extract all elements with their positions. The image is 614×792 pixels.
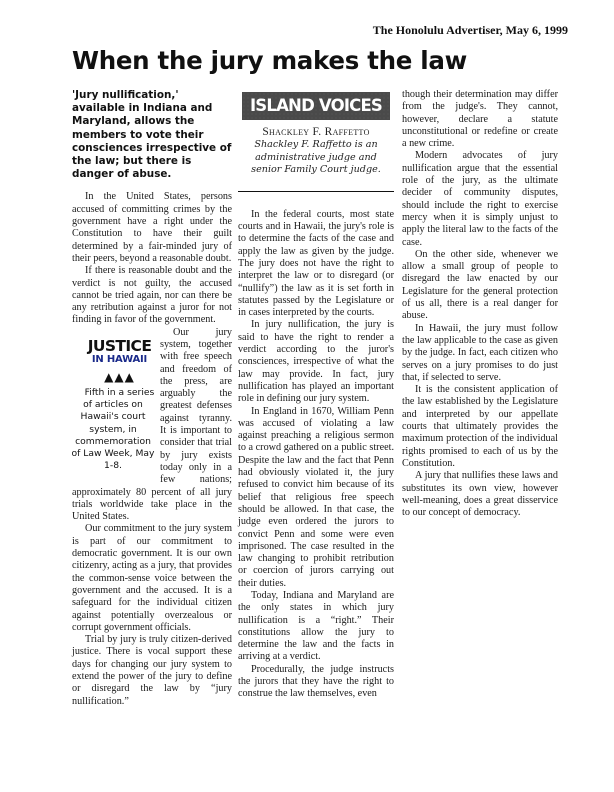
paragraph: If there is reasonable doubt and the verdict is not guilty, the accused cannot be tried again, nor can there be any retribution against a juror for not finding in favor of the government. — [72, 265, 232, 326]
paragraph: Trial by jury is truly citizen-derived justice. There is vocal support these days for changing our jury system to extend the power of the jury to define or disregard the law by “jury nullification.” — [72, 634, 232, 707]
paragraph: In jury nullification, the jury is said to have the right to render a verdict according to the juror's consciences, irrespective of what the law may provide. In fact, jury nullification has played an important role in defining our jury system. — [238, 319, 394, 405]
triangle-ornament-icon: ▲▲▲ — [104, 369, 135, 384]
article-column-2 — [238, 89, 394, 701]
paragraph-text: Our jury system, together with free speech and freedom of the press, are arguably the greatest defenses against tyranny. It is important to consider that trial by jury exists today only in a few nations; approximately 80 percent of all jury trials worldwide take place in the United States. — [72, 326, 232, 523]
paragraph: It is the consistent application of the law established by the Legislature and interpreted by our appellate courts that ultimately provides the maximum protection of the individual rights promised to each of us by the Constitution. — [402, 384, 558, 469]
headline: When the jury makes the law — [72, 46, 467, 75]
paragraph — [72, 327, 232, 524]
paragraph: A jury that nullifies these laws and substitutes its own view, however well-meaning, does a great disservice to our concept of democracy. — [402, 470, 558, 519]
sidebar-description: Fifth in a series of articles on Hawaii's court system, in commemoration of Law Week, May 1-8. — [71, 386, 155, 472]
author-name: Shackley F. Raffetto — [262, 126, 370, 138]
paragraph: Procedurally, the judge instructs the jurors that they have the right to construe the law themselves, even — [238, 663, 394, 700]
paragraph: Modern advocates of jury nullification argue that the essential role of the jury, as the ultimate decider of community disputes, should include the right to exercise mercy when it is simply unjust to apply the literal law to the facts of the case. — [402, 150, 558, 248]
paragraph: Our commitment to the jury system is part of our commitment to democratic government. It is our own citizenry, acting as a jury, that provides the common-sense voice between the government and the accused. It is a safeguard for the individual citizen against potentially overzealous or corrupt government officials. — [72, 523, 232, 633]
deck-subheadline: 'Jury nullification,' available in Indiana and Maryland, allows the members to vote their consciences irrespective of the law; but there is danger of abuse. — [72, 89, 232, 181]
sidebar-subtitle: IN HAWAII — [91, 353, 148, 365]
paragraph-continuation: though their determination may differ from the judge's. They cannot, however, declare a statute unconstitutional or redefine or create a new crime. — [402, 89, 558, 150]
paragraph: In the federal courts, most state courts and in Hawaii, the jury's role is to determine the facts of the case and apply the law as given by the judge. The jury does not have the right to interpret the law or to disregard (or “nullify”) the law as it is set forth in statutes passed by the Legislature or in cases interpreted by the courts. — [238, 208, 394, 319]
paragraph: In the United States, persons accused of committing crimes by the government have a right under the Constitution to have their guilt determined by a fair-minded jury of their peers, beyond a reasonable doubt. — [72, 191, 232, 264]
article-column-1 — [72, 89, 232, 708]
paragraph: Today, Indiana and Maryland are the only states in which jury nullification is a “right.” Their constitutions allow the jury to determine the law and the facts in arriving at a verdict. — [238, 590, 394, 663]
island-voices-banner: ISLAND VOICES — [242, 92, 390, 120]
paragraph: In England in 1670, William Penn was accused of violating a law against preaching a religious sermon to a crowd gathered on a public street. Despite the law and the fact that Penn had obviously violated it, the jury refused to convict him because of its belief that religious free speech should be allowed. In that case, the judge even ordered the jurors to convict Penn and some were even imprisoned. The case resulted in the law changing to prohibit retribution or coercion of jurors carrying out their duties. — [238, 405, 394, 589]
justice-in-hawaii-sidebar — [70, 336, 156, 473]
article-column-3 — [402, 89, 558, 519]
paragraph: In Hawaii, the jury must follow the law applicable to the case as given by the judge. In fact, each citizen who serves on a jury promises to do just that, if selected to serve. — [402, 322, 558, 383]
author-bio: Shackley F. Raffetto is an administrative judge and senior Family Court judge. — [251, 139, 381, 176]
divider-rule — [238, 191, 394, 192]
publication-source-line: The Honolulu Advertiser, May 6, 1999 — [372, 23, 568, 37]
paragraph: On the other side, whenever we allow a small group of people to disregard the law enacted by our Legislature for the general protection of us all, there is a real danger for abuse. — [402, 248, 558, 322]
sidebar-title: JUSTICE — [87, 336, 152, 355]
